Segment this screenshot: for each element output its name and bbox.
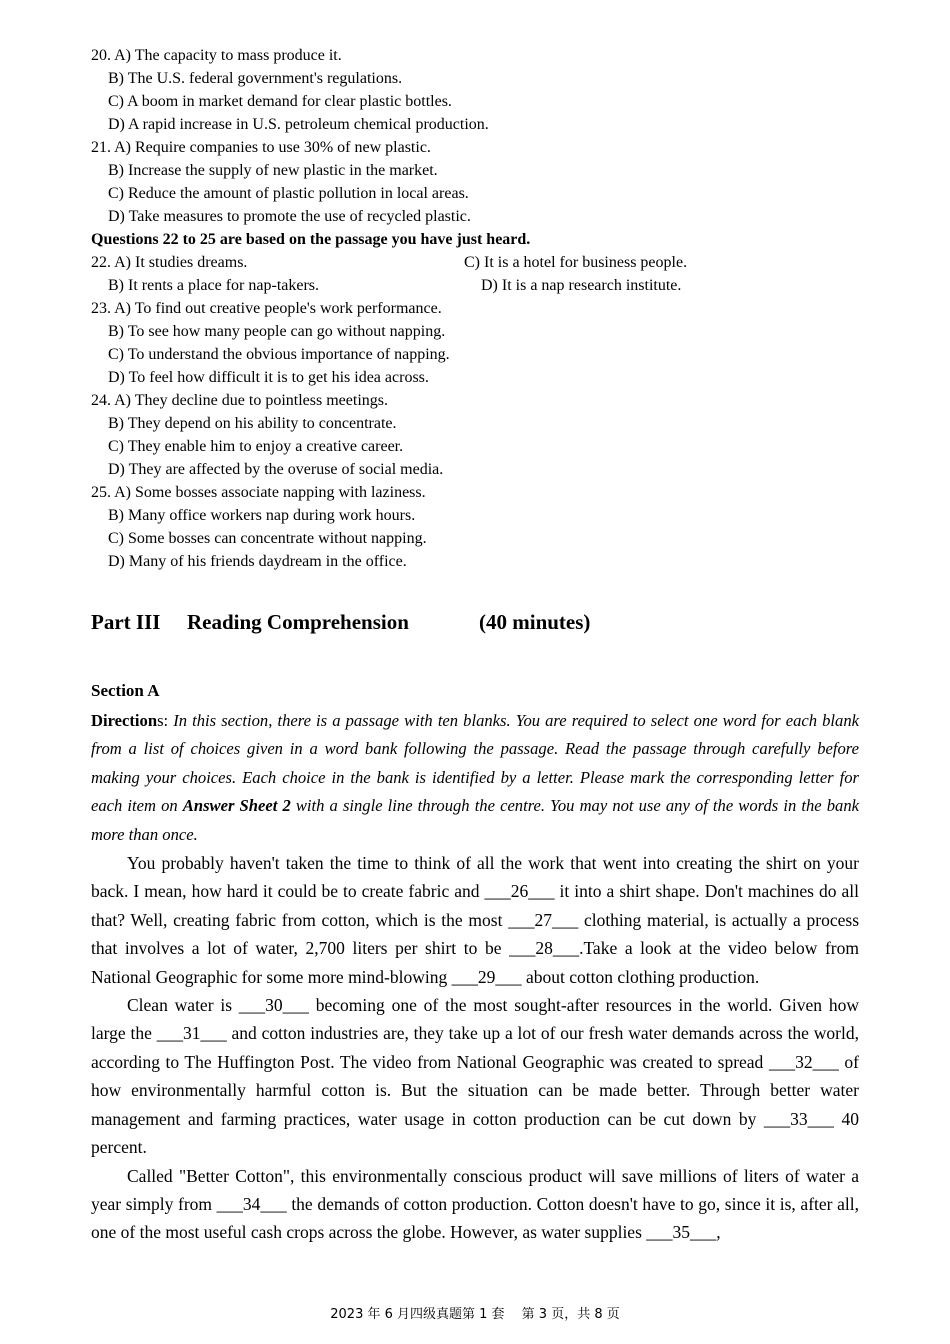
option-d: D) Take measures to promote the use of recycled plastic. [108, 208, 471, 225]
page-content [91, 44, 859, 1247]
option-c: C) To understand the obvious importance of napping. [108, 346, 450, 363]
question-stem: 23. A) To find out creative people's work performance. [91, 300, 442, 317]
directions-label-tail: s: [157, 711, 169, 730]
question-21 [91, 136, 859, 228]
option-c: C) A boom in market demand for clear plastic bottles. [108, 93, 452, 110]
option-d: D) A rapid increase in U.S. petroleum chemical production. [108, 116, 489, 133]
option-c: C) Reduce the amount of plastic pollution in local areas. [108, 185, 469, 202]
option-c: C) It is a hotel for business people. [464, 254, 688, 271]
option-b: B) The U.S. federal government's regulations. [108, 70, 403, 87]
question-stem: 21. A) Require companies to use 30% of new plastic. [91, 139, 431, 156]
option-d: D) They are affected by the overuse of social media. [108, 461, 444, 478]
directions-label: Direction [91, 711, 158, 730]
option-d: D) Many of his friends daydream in the office. [108, 553, 407, 570]
section-note: Questions 22 to 25 are based on the passage you have just heard. [91, 231, 531, 248]
option-a: 22. A) It studies dreams. [91, 254, 248, 271]
option-b: B) They depend on his ability to concentrate. [108, 415, 397, 432]
question-25 [91, 481, 859, 573]
option-c: C) Some bosses can concentrate without napping. [108, 530, 427, 547]
passage-paragraph-3: Called "Better Cotton", this environmentally conscious product will save millions of liters of water a year simply from ___34___ the demands of cotton production. Cotton doesn't have to go, since it is, after all, one of the most useful cash crops across the globe. However, as water supplies ___35___, [91, 1165, 859, 1243]
question-stem: 20. A) The capacity to mass produce it. [91, 47, 342, 64]
passage-paragraph-1: You probably haven't taken the time to think of all the work that went into creating the shirt on your back. I mean, how hard it could be to create fabric and ___26___ it into a shirt shape. Don't machines do all that? Well, creating fabric from cotton, which is the most ___27___ clothing material, is actually a process that involves a lot of water, 2,700 liters per shirt to be ___28___.Take a look at the video below from National Geographic for some more mind-blowing ___29___ about cotton clothing production. [91, 853, 859, 987]
question-20 [91, 44, 859, 136]
directions [91, 707, 859, 849]
question-stem: 24. A) They decline due to pointless meetings. [91, 392, 388, 409]
option-c: C) They enable him to enjoy a creative career. [108, 438, 404, 455]
question-stem: 25. A) Some bosses associate napping with laziness. [91, 484, 426, 501]
question-23 [91, 297, 859, 389]
option-d: D) To feel how difficult it is to get his idea across. [108, 369, 429, 386]
directions-text-1: In this section, there is a passage with ten blanks. You are required to select one word for each blank from a list of choices given in a word bank following the passage. Read the passage through carefully before making your choices. Each choice in the bank is identified by a letter. Please mark the corresponding letter for each item on [91, 711, 859, 816]
part-time: (40 minutes) [479, 610, 591, 634]
question-24 [91, 389, 859, 481]
option-d: D) It is a nap research institute. [481, 277, 682, 294]
option-b: B) Many office workers nap during work hours. [108, 507, 416, 524]
part-heading [91, 607, 859, 637]
page-footer: 2023 年 6 月四级真题第 1 套 第 3 页，共 8 页 [330, 1307, 620, 1322]
directions-text-2: with a single line through the centre. You may not use any of the words in the bank more than once. [91, 796, 859, 844]
part-title: Reading Comprehension [187, 610, 409, 634]
answer-sheet-label: Answer Sheet 2 [182, 796, 291, 816]
section-heading: Section A [91, 681, 160, 700]
option-b: B) Increase the supply of new plastic in the market. [108, 162, 438, 179]
question-22 [91, 251, 859, 297]
part-label: Part III [91, 610, 161, 634]
passage-paragraph-2: Clean water is ___30___ becoming one of the most sought-after resources in the world. Given how large the ___31___ and cotton industries are, they take up a lot of our fresh water demands across the world, according to The Huffington Post. The video from National Geographic was created to spread ___32___ of how environmentally harmful cotton is. But the situation can be made better. Through better water management and farming practices, water usage in cotton production can be cut down by ___33___ 40 percent. [91, 995, 859, 1158]
option-b: B) It rents a place for nap-takers. [108, 277, 320, 294]
option-b: B) To see how many people can go without napping. [108, 323, 446, 340]
